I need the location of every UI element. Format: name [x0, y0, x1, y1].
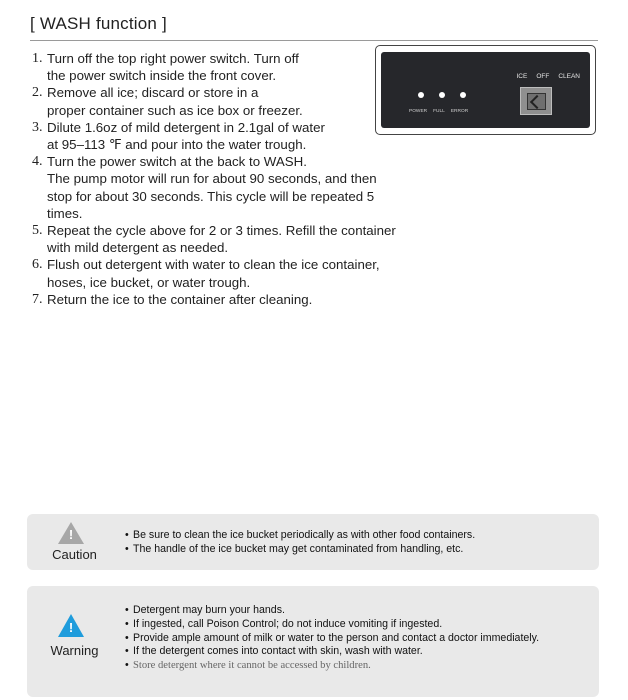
step-text: proper container such as ice box or freezer. [47, 102, 303, 118]
step-number: 4. [32, 154, 43, 170]
caution-list [125, 529, 475, 557]
step-text: Turn the power switch at the back to WASH. [47, 154, 307, 170]
step-text: Flush out detergent with water to clean the ice container, [47, 257, 380, 273]
error-led-icon [460, 92, 466, 98]
step-text: Remove all ice; discard or store in a [47, 85, 259, 101]
step-text: The pump motor will run for about 90 seconds, and then [47, 171, 377, 187]
power-led-icon [418, 92, 424, 98]
section-title: [ WASH function ] [30, 14, 167, 33]
full-led-icon [439, 92, 445, 98]
indicator-leds [418, 92, 466, 98]
step-item [32, 291, 432, 308]
list-item: • If ingested, call Poison Control; do not induce vomiting if ingested. [125, 617, 443, 630]
step-text: times. [47, 205, 83, 221]
list-item: • Store detergent where it cannot be accessed by children. [125, 659, 371, 672]
led-labels [409, 109, 468, 114]
step-number: 6. [32, 257, 43, 273]
step-number: 1. [32, 51, 43, 66]
step-text: Repeat the cycle above for 2 or 3 times. Refill the container [47, 223, 396, 239]
switch-labels [516, 73, 580, 80]
list-item: • If the detergent comes into contact with skin, wash with water. [125, 645, 423, 658]
led-label-error: ERROR [450, 109, 469, 114]
step-text: Turn off the top right power switch. Turn off [47, 51, 299, 66]
caution-box: ! Caution • Be sure to clean the ice bucket periodically as with other food containers. • The handle of the ice bucket may get contaminated from handling, etc. [27, 514, 599, 570]
step-text: stop for about 30 seconds. This cycle will be repeated 5 [47, 188, 375, 204]
caution-label: Caution [52, 547, 97, 562]
wash-steps-list [32, 50, 432, 308]
step-item [32, 119, 432, 153]
switch-label-ice: ICE [516, 73, 528, 80]
step-text: Return the ice to the container after cleaning. [47, 291, 313, 307]
list-item: • Be sure to clean the ice bucket periodically as with other food containers. [125, 529, 476, 541]
step-text: hoses, ice bucket, or water trough. [47, 274, 251, 290]
step-text: Dilute 1.6oz of mild detergent in 2.1gal of water [47, 119, 325, 135]
switch-label-clean: CLEAN [558, 73, 580, 80]
step-item [32, 50, 432, 84]
switch-label-off: OFF [536, 73, 550, 80]
step-item [32, 222, 432, 256]
step-number: 2. [32, 85, 43, 101]
step-text: the power switch inside the front cover. [47, 68, 277, 84]
step-text: with mild detergent as needed. [47, 240, 229, 256]
title-divider [30, 40, 598, 41]
control-panel-face [381, 52, 590, 128]
step-number: 7. [32, 291, 43, 307]
step-item [32, 153, 432, 222]
rocker-switch-icon [520, 87, 552, 115]
warning-label: Warning [50, 643, 99, 658]
led-label-power: POWER [409, 109, 428, 114]
step-text: at 95–113 ℉ and pour into the water trough. [47, 137, 307, 153]
led-label-full: FULL [433, 109, 445, 114]
control-panel-illustration [375, 45, 596, 135]
warning-box: ! Warning • Detergent may burn your hands. • If ingested, call Poison Control; do not induce vomiting if ingested. • Provide ample amount of milk or water to the person and contact a doctor immediately. • If the detergent comes into contact with skin, wash with water. • Store detergent where it cannot be accessed by children. [27, 586, 599, 697]
step-item [32, 84, 432, 118]
step-number: 3. [32, 119, 43, 135]
warning-list [125, 604, 539, 673]
step-number: 5. [32, 223, 43, 239]
list-item: • The handle of the ice bucket may get contaminated from handling, etc. [125, 542, 464, 555]
list-item: • Detergent may burn your hands. [125, 604, 285, 616]
step-item [32, 256, 432, 290]
list-item: • Provide ample amount of milk or water to the person and contact a doctor immediately. [125, 631, 540, 644]
